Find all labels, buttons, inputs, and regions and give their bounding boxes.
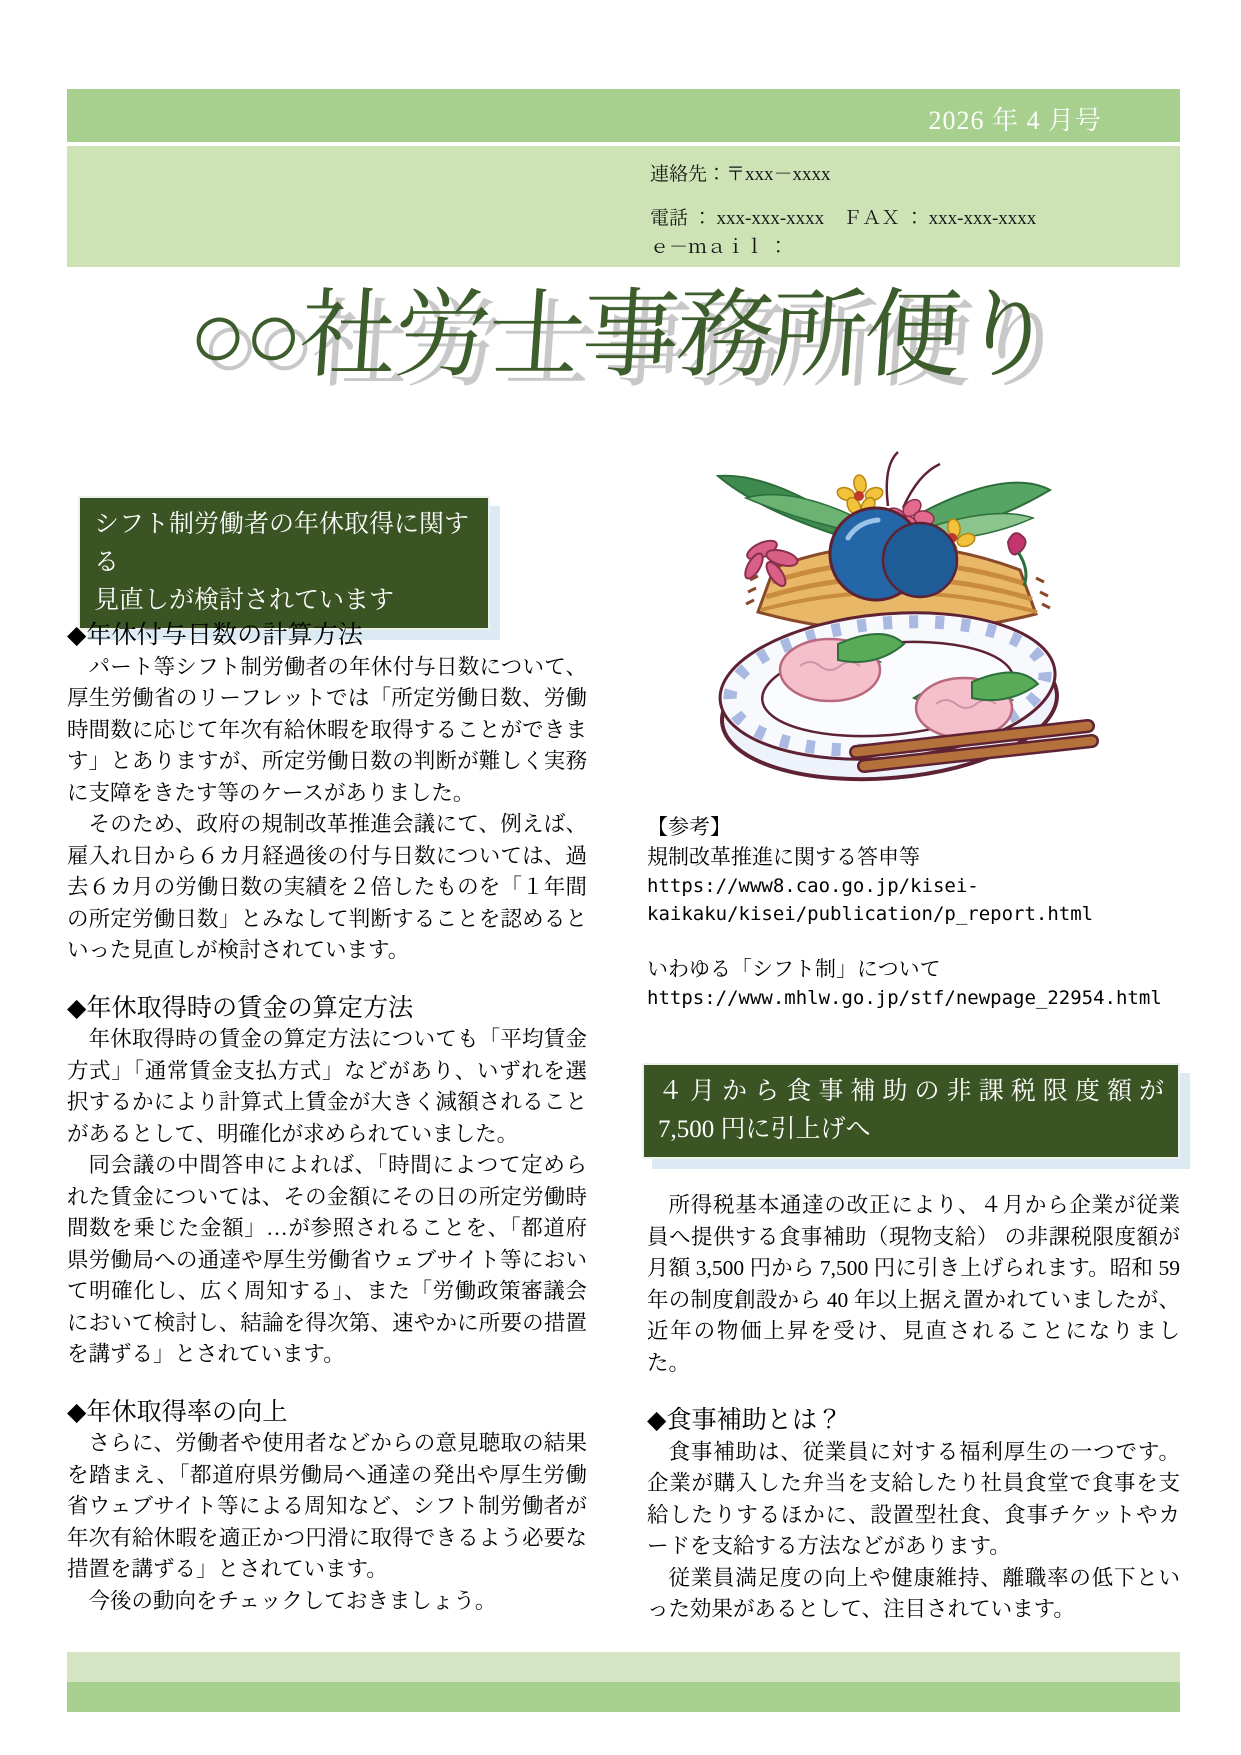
section-heading-wage-calculation: ◆年休取得時の賃金の算定方法 — [67, 994, 414, 1022]
article2-headline-line1: ４月から食事補助の非課税限度額が — [658, 1078, 1164, 1105]
newsletter-title: ○○社労士事務所便り — [185, 282, 1056, 389]
reference-block — [647, 812, 1187, 1012]
paragraph: さらに、労働者や使用者などからの意見聴取の結果を踏まえ、「都道府県労働局へ通達の発出や厚生労働省ウェブサイト等による周知など、シフト制労働者が年次有給休暇を適正かつ円滑に取得できるよう必要な措置を講ずる」とされています。 — [67, 1431, 587, 1581]
contact-email: ｅ－ｍａｉｌ ： — [650, 237, 788, 258]
article2-headline-box — [642, 1063, 1180, 1159]
article2-headline-line2: 7,500 円に引上げへ — [658, 1116, 871, 1143]
reference-label: 【参考】 — [647, 815, 731, 839]
header-green-band — [67, 89, 1180, 142]
issue-label: 2026 年 4 月号 — [928, 106, 1102, 135]
paragraph: 同会議の中間答申によれば、「時間によつて定められた賃金については、その金額にその日の所定労働時間数を乗じた金額」…が参照されることを、「都道府県労働局への通達や厚生労働省ウェブサイト等において明確化し、広く周知する」、また「労働政策審議会において検討し、結論を得次第、速やかに所要の措置を講ずる」とされています。 — [67, 1153, 587, 1366]
reference-item-title: いわゆる「シフト制」について — [647, 957, 941, 981]
contact-phone-fax: 電話 ： xxx-xxx-xxxx ＦＡＸ ： xxx-xxx-xxxx — [650, 208, 1037, 229]
reference-item-url: https://www8.cao.go.jp/kisei-kaikaku/kisei/publication/p_report.html — [647, 875, 1094, 925]
paragraph: 所得税基本通達の改正により、４月から企業が従業員へ提供する食事補助（現物支給） の非課税限度額が月額 3,500 円から 7,500 円に引き上げられます。昭和 59 年の制度創設から 40 年以上据え置かれていましたが、近年の物価上昇を受け、見直されることになりました。 — [647, 1193, 1180, 1375]
paragraph: 年休取得時の賃金の算定方法についても「平均賃金方式」「通常賃金支払方式」などがあり、いずれを選択するかにより計算式上賃金が大きく減額されることがあるとして、明確化が求められていました。 — [67, 1027, 587, 1146]
paragraph: 今後の動向をチェックしておきましょう。 — [88, 1588, 497, 1613]
reference-item-title: 規制改革推進に関する答申等 — [647, 845, 920, 869]
sakura-mochi-illustration — [688, 446, 1100, 798]
section-heading-leave-usage-rate: ◆年休取得率の向上 — [67, 1398, 288, 1426]
article1-headline-line2: 見直しが検討されています — [94, 587, 395, 614]
article1-headline-box — [78, 496, 490, 630]
paragraph: パート等シフト制労働者の年休付与日数について、厚生労働省のリーフレットでは「所定労働日数、労働時間数に応じて年次有給休暇を取得することができます」とありますが、所定労働日数の判断が難しく実務に支障をきたす等のケースがありました。 — [67, 654, 587, 805]
header-contact-band — [67, 146, 1180, 267]
paragraph: 従業員満足度の向上や健康維持、離職率の低下といった効果があるとして、注目されています。 — [647, 1565, 1180, 1621]
section-heading-what-is-meal-subsidy: ◆食事補助とは？ — [647, 1407, 843, 1434]
section-heading-annual-leave-days: ◆年休付与日数の計算方法 — [67, 622, 363, 649]
article2-body — [647, 1190, 1180, 1626]
article1-body — [67, 620, 587, 1617]
paragraph: 食事補助は、従業員に対する福利厚生の一つです。企業が購入した弁当を支給したり社員食堂で食事を支給したりするほかに、設置型社食、食事チケットやカードを支給する方法などがあります。 — [647, 1439, 1180, 1558]
paragraph: そのため、政府の規制改革推進会議にて、例えば、雇入れ日から６カ月経過後の付与日数については、過去６カ月の労働日数の実績を２倍したものを「１年間の所定労働日数」とみなして判断することを認めるといった見直しが検討されています。 — [67, 812, 587, 962]
reference-item-url: https://www.mhlw.go.jp/stf/newpage_22954.html — [647, 987, 1162, 1009]
article1-headline-line1: シフト制労働者の年休取得に関する — [94, 511, 470, 576]
contact-address: 連絡先：〒xxx－xxxx — [650, 164, 831, 185]
footer-light-band — [67, 1652, 1180, 1682]
footer-green-band — [67, 1682, 1180, 1712]
